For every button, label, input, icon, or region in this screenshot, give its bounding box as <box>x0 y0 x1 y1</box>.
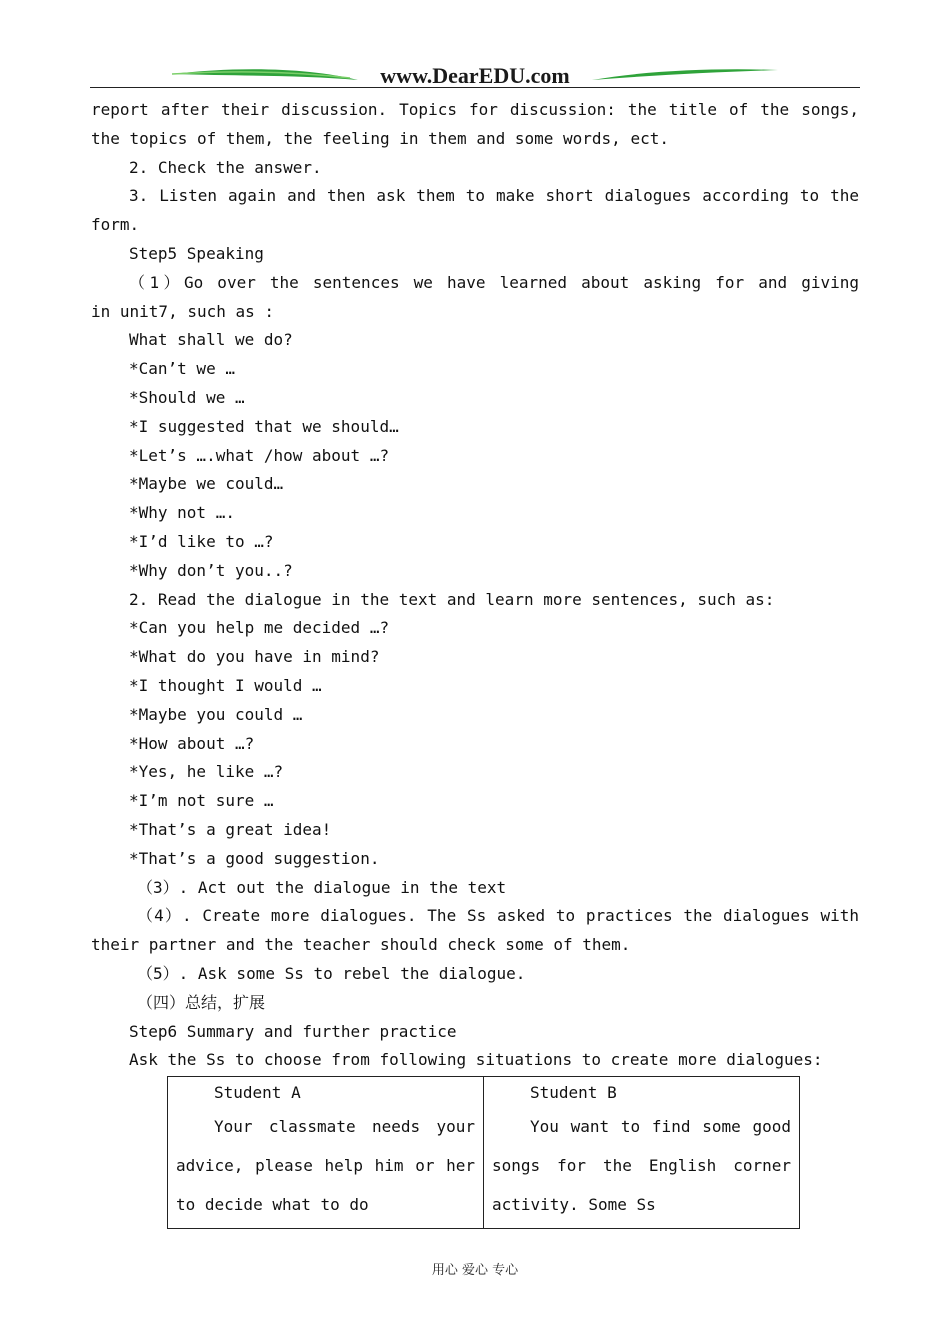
text-line: report after their discussion. Topics for discussion: the title of the songs, <box>91 100 859 119</box>
student-a-title: Student A <box>214 1083 301 1102</box>
table-row <box>168 1077 800 1229</box>
list-item: *Why not …. <box>129 503 235 523</box>
document-body <box>91 96 859 1075</box>
right-swoosh-shape <box>592 69 778 80</box>
list-item: *Maybe you could … <box>129 704 303 724</box>
list-item: *Maybe we could… <box>129 474 284 494</box>
text-line: 2. Read the dialogue in the text and learn more sentences, such as: <box>129 589 775 609</box>
list-item: *I thought I would … <box>129 675 322 695</box>
list-item: *I suggested that we should… <box>129 416 399 436</box>
text-line: the topics of them, the feeling in them and some words, ect. <box>91 128 669 148</box>
left-swoosh-shape <box>172 69 358 80</box>
section-heading: （四）总结，扩展 <box>137 992 266 1012</box>
list-item: *Why don’t you..? <box>129 560 293 580</box>
text-line: （1）Go over the sentences we have learned about asking for and giving <box>129 272 859 292</box>
student-a-cell <box>168 1077 484 1229</box>
student-b-title: Student B <box>530 1083 617 1102</box>
list-item: *What do you have in mind? <box>129 647 380 667</box>
list-item: *Can you help me decided …? <box>129 618 390 638</box>
text-line: Ask the Ss to choose from following situations to create more dialogues: <box>129 1050 823 1070</box>
site-name: www.DearEDU.com <box>380 63 570 88</box>
list-item: *I’m not sure … <box>129 791 274 811</box>
text-line: （4）. Create more dialogues. The Ss asked to practices the dialogues with <box>137 906 859 926</box>
text-line: （5）. Ask some Ss to rebel the dialogue. <box>137 963 526 983</box>
section-heading: Step5 Speaking <box>129 243 264 263</box>
student-b-cell <box>484 1077 800 1229</box>
list-item: *I’d like to …? <box>129 531 274 551</box>
list-item: *That’s a great idea! <box>129 819 332 839</box>
list-item: *Should we … <box>129 387 245 407</box>
list-item: *Let’s ….what /how about …? <box>129 445 390 465</box>
situations-table <box>167 1076 800 1229</box>
text-line: form. <box>91 215 140 235</box>
text-line: 3. Listen again and then ask them to make short dialogues according to the <box>129 186 859 206</box>
site-header-logo <box>90 60 860 90</box>
student-b-text: You want to find some good songs for the English corner activity. Some Ss <box>492 1117 791 1214</box>
text-line: in unit7, such as : <box>91 301 275 321</box>
text-line: 2. Check the answer. <box>129 157 322 177</box>
text-line: their partner and the teacher should check some of them. <box>91 935 631 955</box>
list-item: *Yes, he like …? <box>129 762 284 782</box>
section-heading: Step6 Summary and further practice <box>129 1021 457 1041</box>
list-item: *That’s a good suggestion. <box>129 848 380 868</box>
swoosh-logo <box>90 60 860 90</box>
list-item: *How about …? <box>129 733 255 753</box>
page-footer: 用心 爱心 专心 <box>431 1263 519 1278</box>
text-line: What shall we do? <box>129 330 293 350</box>
header-rule <box>90 87 860 88</box>
student-a-text: Your classmate needs your advice, please help him or her to decide what to do <box>176 1117 475 1214</box>
list-item: *Can’t we … <box>129 359 235 379</box>
text-line: （3）. Act out the dialogue in the text <box>137 877 507 897</box>
